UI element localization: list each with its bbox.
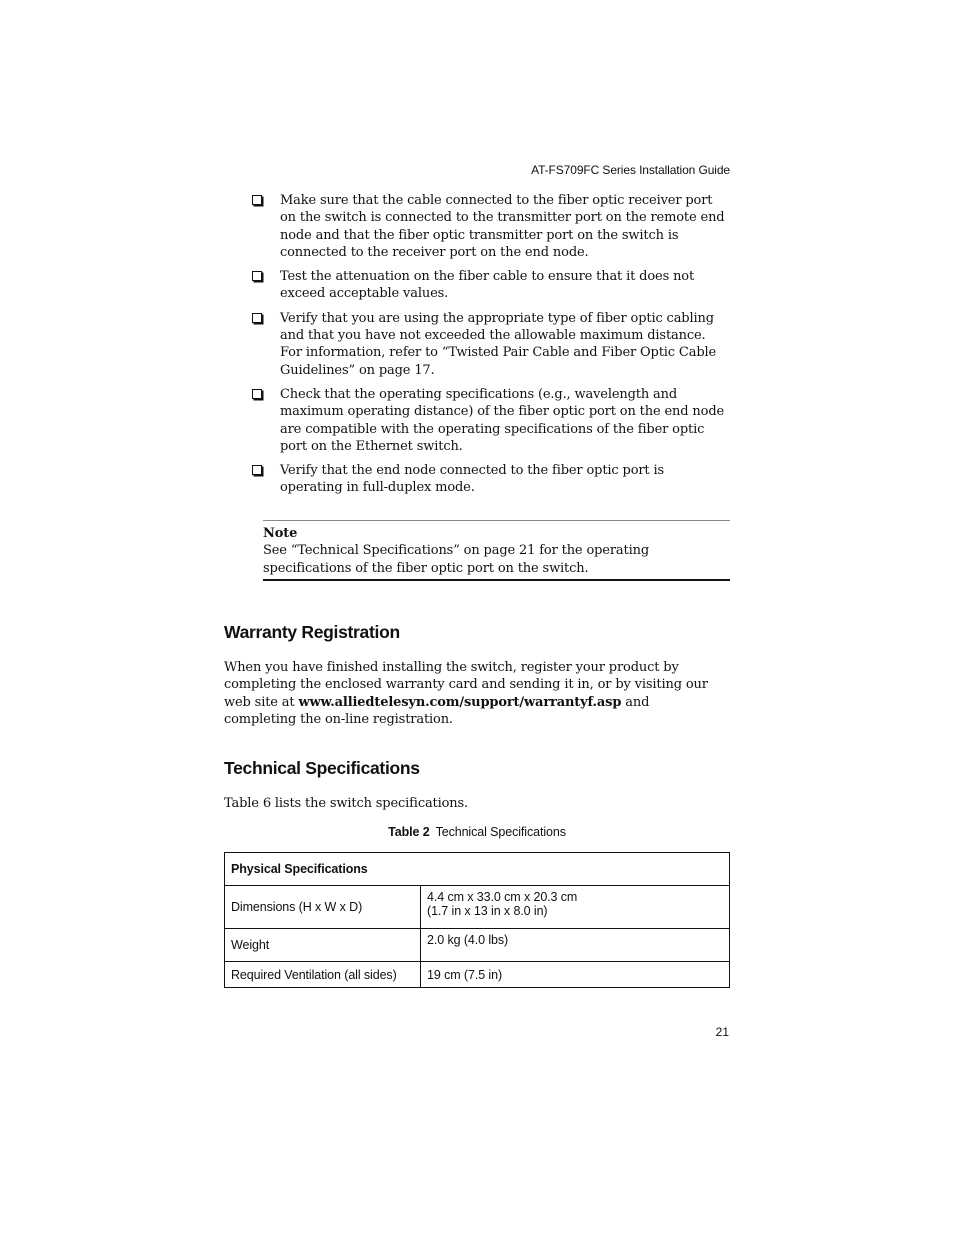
spec-value-line: 4.4 cm x 33.0 cm x 20.3 cm <box>427 890 578 904</box>
warranty-text-after: and completing the on-line registration. <box>224 694 650 727</box>
table-header-row <box>225 853 730 886</box>
table-caption-title: Technical Specifications <box>435 825 566 839</box>
list-item <box>250 462 730 497</box>
list-item <box>250 310 730 379</box>
spec-value-line: (1.7 in x 13 in x 8.0 in) <box>427 904 548 918</box>
spec-value-cell: 19 cm (7.5 in) <box>421 962 730 988</box>
note-title: Note <box>263 526 298 541</box>
warranty-url-link[interactable]: www.alliedtelesyn.com/support/warrantyf.asp <box>298 694 622 710</box>
specifications-table <box>224 852 730 988</box>
note-text: See “Technical Specifications” on page 21 for the operating specifications of the fiber optic port on the switch. <box>263 543 649 576</box>
page-number: 21 <box>715 1025 729 1039</box>
note-box <box>263 520 730 581</box>
spec-label-cell: Dimensions (H x W x D) <box>225 886 421 929</box>
running-head: AT-FS709FC Series Installation Guide <box>531 163 730 177</box>
table-caption-label: Table 2 <box>388 825 430 839</box>
list-item-text: Test the attenuation on the fiber cable to ensure that it does not exceed acceptable values. <box>280 269 695 302</box>
warranty-text-before: When you have finished installing the switch, register your product by completing the enclosed warranty card and sending it in, or by visiting our web site at <box>224 660 708 710</box>
tech-specs-intro: Table 6 lists the switch specifications. <box>224 796 469 811</box>
list-item <box>250 268 730 303</box>
spec-value-cell <box>421 886 730 929</box>
checkbox-bullet-icon <box>252 313 262 323</box>
list-item-text: Make sure that the cable connected to the fiber optic receiver port on the switch is connected to the transmitter port on the remote end node and that the fiber optic transmitter port on the switch is connected to the receiver port on the end node. <box>280 193 725 260</box>
spec-label-cell: Required Ventilation (all sides) <box>225 962 421 988</box>
checkbox-bullet-icon <box>252 271 262 281</box>
table-row <box>225 962 730 988</box>
list-item-text: Verify that you are using the appropriate type of fiber optic cabling and that you have not exceeded the allowable maximum distance. For information, refer to “Twisted Pair Cable and Fiber Optic Cable Guidelines” on page 17. <box>280 310 717 378</box>
spec-value-cell: 2.0 kg (4.0 lbs) <box>421 929 730 962</box>
table-row <box>225 929 730 962</box>
warranty-paragraph <box>224 659 724 728</box>
list-item <box>250 386 730 455</box>
list-item-text: Verify that the end node connected to the fiber optic port is operating in full-duplex mode. <box>280 463 665 496</box>
checkbox-bullet-icon <box>252 195 262 205</box>
table-caption <box>224 825 730 839</box>
tech-specs-heading: Technical Specifications <box>224 758 420 778</box>
list-item <box>250 192 730 261</box>
checkbox-bullet-icon <box>252 389 262 399</box>
table-row <box>225 886 730 929</box>
spec-label-cell: Weight <box>225 929 421 962</box>
list-item-text: Check that the operating specifications (e.g., wavelength and maximum operating distance) of the fiber optic port on the end node are compatible with the operating specifications of the fiber optic port on the Ethernet switch. <box>280 386 725 454</box>
troubleshooting-checklist <box>250 192 730 504</box>
table-header-cell: Physical Specifications <box>225 853 730 886</box>
warranty-heading: Warranty Registration <box>224 622 400 642</box>
checkbox-bullet-icon <box>252 465 262 475</box>
